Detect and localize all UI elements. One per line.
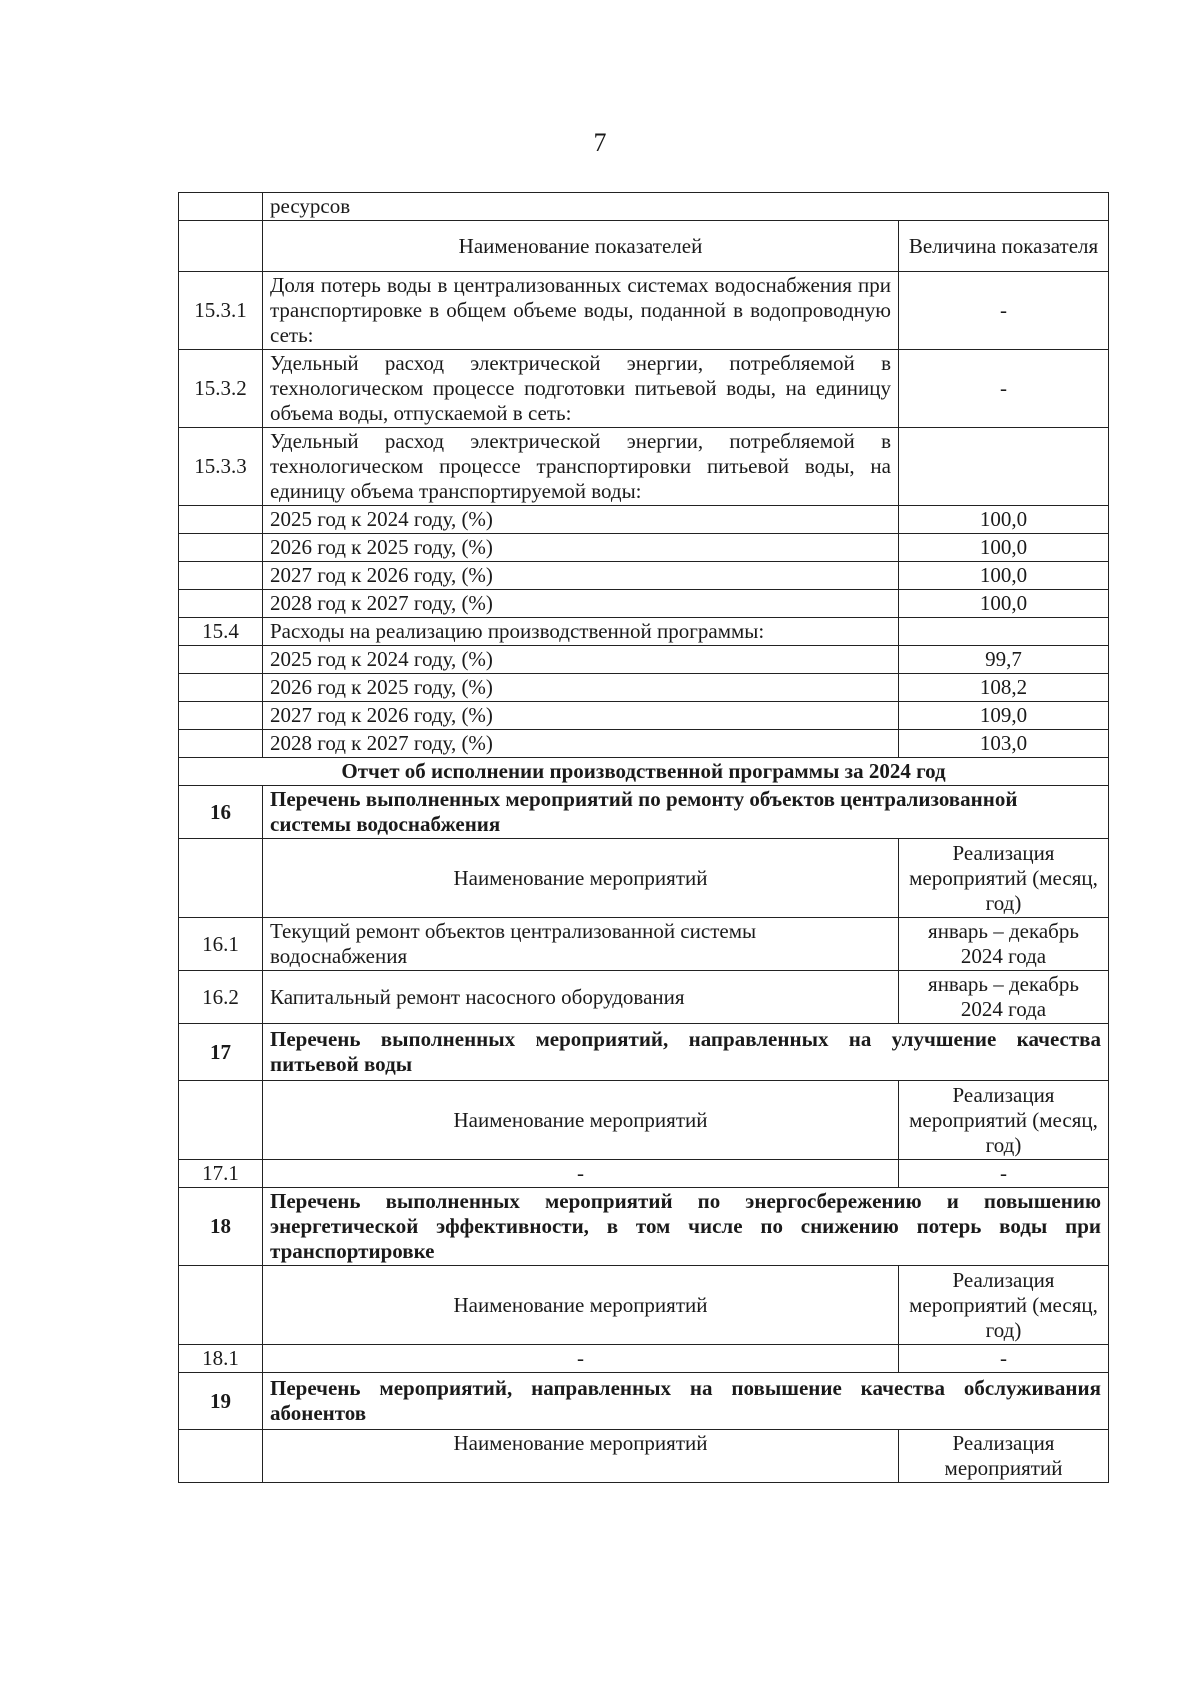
row-text: 2028 год к 2027 году, (%) [263, 730, 899, 758]
header-events: Наименование мероприятий [263, 1081, 899, 1160]
section-title: Перечень выполненных мероприятий, направленных на улучшение качества питьевой воды [263, 1024, 1109, 1081]
row-value: 100,0 [899, 590, 1109, 618]
row-value: 100,0 [899, 562, 1109, 590]
row-text: Расходы на реализацию производственной программы: [263, 618, 899, 646]
section-16-title-row [179, 786, 1109, 839]
report-title-row [179, 758, 1109, 786]
empty-num-cell [179, 193, 263, 221]
page-number: 7 [593, 128, 607, 157]
row-value [899, 428, 1109, 506]
table-row [179, 646, 1109, 674]
row-value: январь – декабрь 2024 года [899, 918, 1109, 971]
row-value: 100,0 [899, 506, 1109, 534]
row-text: 2027 год к 2026 году, (%) [263, 702, 899, 730]
row-value: - [899, 1345, 1109, 1373]
row-text: 2028 год к 2027 году, (%) [263, 590, 899, 618]
table-row [179, 534, 1109, 562]
continuation-text: ресурсов [263, 193, 1109, 221]
header-indicator-name: Наименование показателей [263, 221, 899, 272]
empty-num-cell [179, 730, 263, 758]
empty-num-cell [179, 839, 263, 918]
program-table [178, 192, 1109, 1483]
events-header-row [179, 1430, 1109, 1483]
row-value: 108,2 [899, 674, 1109, 702]
empty-num-cell [179, 1081, 263, 1160]
row-number: 15.3.3 [179, 428, 263, 506]
empty-num-cell [179, 506, 263, 534]
row-number: 15.3.2 [179, 350, 263, 428]
row-number: 17.1 [179, 1160, 263, 1188]
header-indicator-value: Величина показателя [899, 221, 1109, 272]
row-text: Текущий ремонт объектов централизованной системы водоснабжения [263, 918, 899, 971]
indicators-header-row [179, 221, 1109, 272]
row-text: - [263, 1160, 899, 1188]
row-value: - [899, 1160, 1109, 1188]
events-header-row [179, 1266, 1109, 1345]
row-text: 2027 год к 2026 году, (%) [263, 562, 899, 590]
row-text: Удельный расход электрической энергии, потребляемой в технологическом процессе транспортировки питьевой воды, на единицу объема транспортируемой воды: [263, 428, 899, 506]
row-text: Удельный расход электрической энергии, потребляемой в технологическом процессе подготовки питьевой воды, на единицу объема воды, отпускаемой в сеть: [263, 350, 899, 428]
row-text: 2025 год к 2024 году, (%) [263, 646, 899, 674]
row-value: январь – декабрь 2024 года [899, 971, 1109, 1024]
row-text: 2025 год к 2024 году, (%) [263, 506, 899, 534]
header-events: Наименование мероприятий [263, 1266, 899, 1345]
table-row [179, 702, 1109, 730]
empty-num-cell [179, 562, 263, 590]
section-number: 18 [179, 1188, 263, 1266]
row-number: 16.2 [179, 971, 263, 1024]
table-row [179, 590, 1109, 618]
row-number: 18.1 [179, 1345, 263, 1373]
empty-num-cell [179, 534, 263, 562]
table-row [179, 428, 1109, 506]
row-number: 15.4 [179, 618, 263, 646]
section-title: Перечень мероприятий, направленных на повышение качества обслуживания абонентов [263, 1373, 1109, 1430]
table-row [179, 971, 1109, 1024]
table-row [179, 562, 1109, 590]
row-text: Капитальный ремонт насосного оборудования [263, 971, 899, 1024]
row-text: 2026 год к 2025 году, (%) [263, 534, 899, 562]
row-text: Доля потерь воды в централизованных системах водоснабжения при транспортировке в общем объеме воды, поданной в водопроводную сеть: [263, 272, 899, 350]
row-value: 103,0 [899, 730, 1109, 758]
row-number: 15.3.1 [179, 272, 263, 350]
section-19-title-row [179, 1373, 1109, 1430]
empty-num-cell [179, 1266, 263, 1345]
table-row [179, 618, 1109, 646]
empty-num-cell [179, 702, 263, 730]
empty-num-cell [179, 646, 263, 674]
report-title: Отчет об исполнении производственной программы за 2024 год [179, 758, 1109, 786]
section-title: Перечень выполненных мероприятий по энергосбережению и повышению энергетической эффективности, в том числе по снижению потерь воды при транспортировке [263, 1188, 1109, 1266]
row-value: 100,0 [899, 534, 1109, 562]
header-events: Наименование мероприятий [263, 839, 899, 918]
empty-num-cell [179, 1430, 263, 1483]
table-row [179, 730, 1109, 758]
row-value [899, 618, 1109, 646]
row-text: 2026 год к 2025 году, (%) [263, 674, 899, 702]
table-row [179, 674, 1109, 702]
table-row [179, 350, 1109, 428]
row-value: - [899, 272, 1109, 350]
row-value: - [899, 350, 1109, 428]
header-realization: Реализация мероприятий (месяц, год) [899, 1081, 1109, 1160]
table-row [179, 506, 1109, 534]
header-realization: Реализация мероприятий (месяц, год) [899, 839, 1109, 918]
table-row [179, 272, 1109, 350]
table-row [179, 1160, 1109, 1188]
section-18-title-row [179, 1188, 1109, 1266]
header-events: Наименование мероприятий [263, 1430, 899, 1483]
events-header-row [179, 1081, 1109, 1160]
row-value: 99,7 [899, 646, 1109, 674]
row-number: 16.1 [179, 918, 263, 971]
empty-num-cell [179, 590, 263, 618]
header-realization: Реализация мероприятий (месяц, год) [899, 1266, 1109, 1345]
section-17-title-row [179, 1024, 1109, 1081]
table-row [179, 1345, 1109, 1373]
section-number: 17 [179, 1024, 263, 1081]
section-number: 16 [179, 786, 263, 839]
continuation-row [179, 193, 1109, 221]
row-text: - [263, 1345, 899, 1373]
header-realization: Реализация мероприятий [899, 1430, 1109, 1483]
row-value: 109,0 [899, 702, 1109, 730]
section-number: 19 [179, 1373, 263, 1430]
empty-num-cell [179, 674, 263, 702]
events-header-row [179, 839, 1109, 918]
empty-num-cell [179, 221, 263, 272]
table-row [179, 918, 1109, 971]
section-title: Перечень выполненных мероприятий по ремонту объектов централизованной системы водоснабжения [263, 786, 1109, 839]
